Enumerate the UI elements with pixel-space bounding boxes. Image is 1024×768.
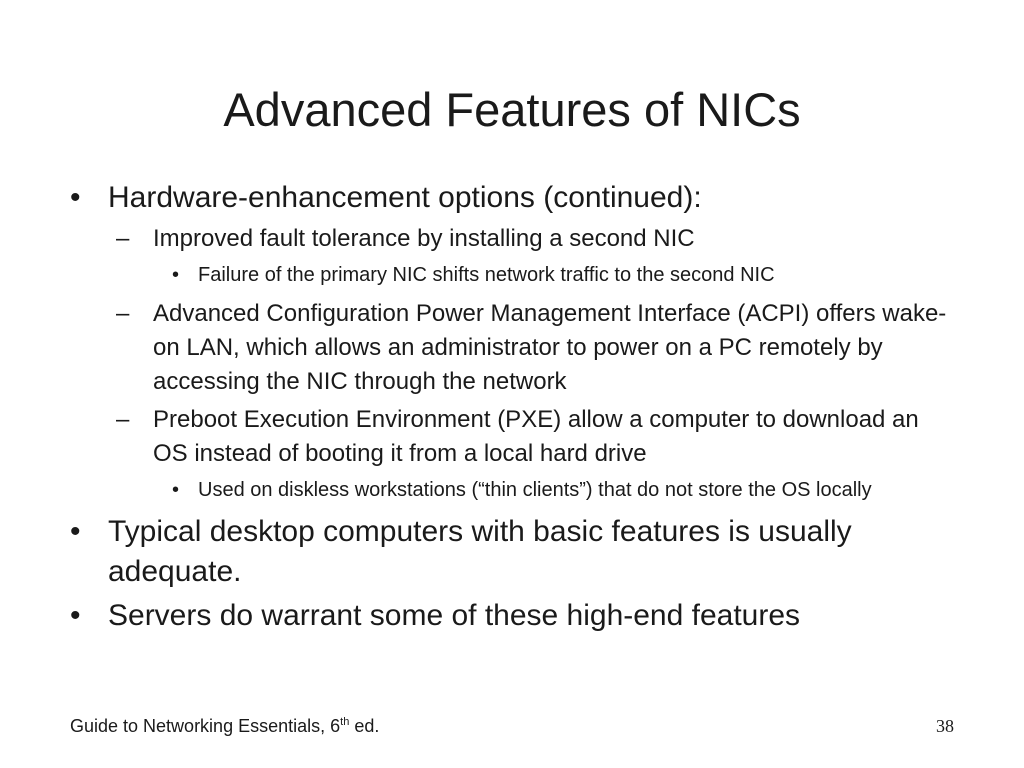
bullet-hardware-enhancement: [70, 178, 960, 218]
bullet-marker: •: [172, 264, 180, 286]
bullet-text: Failure of the primary NIC shifts network traffic to the second NIC: [198, 264, 775, 286]
slide-title: Advanced Features of NICs: [223, 83, 801, 136]
footer-superscript: th: [340, 716, 350, 728]
bullet-acpi: [114, 297, 960, 399]
bullet-text: Improved fault tolerance by installing a second NIC: [153, 225, 695, 252]
bullet-text: Servers do warrant some of these high-end features: [108, 599, 801, 632]
bullet-marker: •: [70, 181, 81, 214]
bullet-marker: •: [70, 515, 81, 548]
footer-book: Guide to Networking Essentials, 6: [70, 716, 341, 736]
bullet-text: Preboot Execution Environment (PXE) allow a computer to download an OS instead of booting it from a local hard drive: [153, 406, 919, 467]
bullet-servers: [70, 596, 960, 636]
bullet-failover: [171, 260, 960, 291]
bullet-text: Hardware-enhancement options (continued):: [108, 181, 702, 214]
footer-book-title: [70, 716, 379, 737]
slide-body: [70, 178, 960, 640]
bullet-marker: •: [172, 479, 180, 501]
dash-marker: –: [116, 300, 130, 327]
footer-edition: ed.: [349, 716, 380, 736]
bullet-desktop-computers: [70, 512, 960, 592]
bullet-text: Advanced Configuration Power Management Interface (ACPI) offers wake-on LAN, which allows an administrator to power on a PC remotely by accessing the NIC through the network: [153, 300, 947, 395]
page-number: 38: [936, 716, 954, 736]
bullet-text: Typical desktop computers with basic features is usually adequate.: [108, 515, 852, 588]
dash-marker: –: [116, 225, 130, 252]
bullet-fault-tolerance: [114, 222, 960, 256]
bullet-text: Used on diskless workstations (“thin clients”) that do not store the OS locally: [198, 479, 872, 501]
dash-marker: –: [116, 406, 130, 433]
bullet-marker: •: [70, 599, 81, 632]
bullet-pxe: [114, 403, 960, 471]
bullet-thin-clients: [171, 475, 960, 506]
